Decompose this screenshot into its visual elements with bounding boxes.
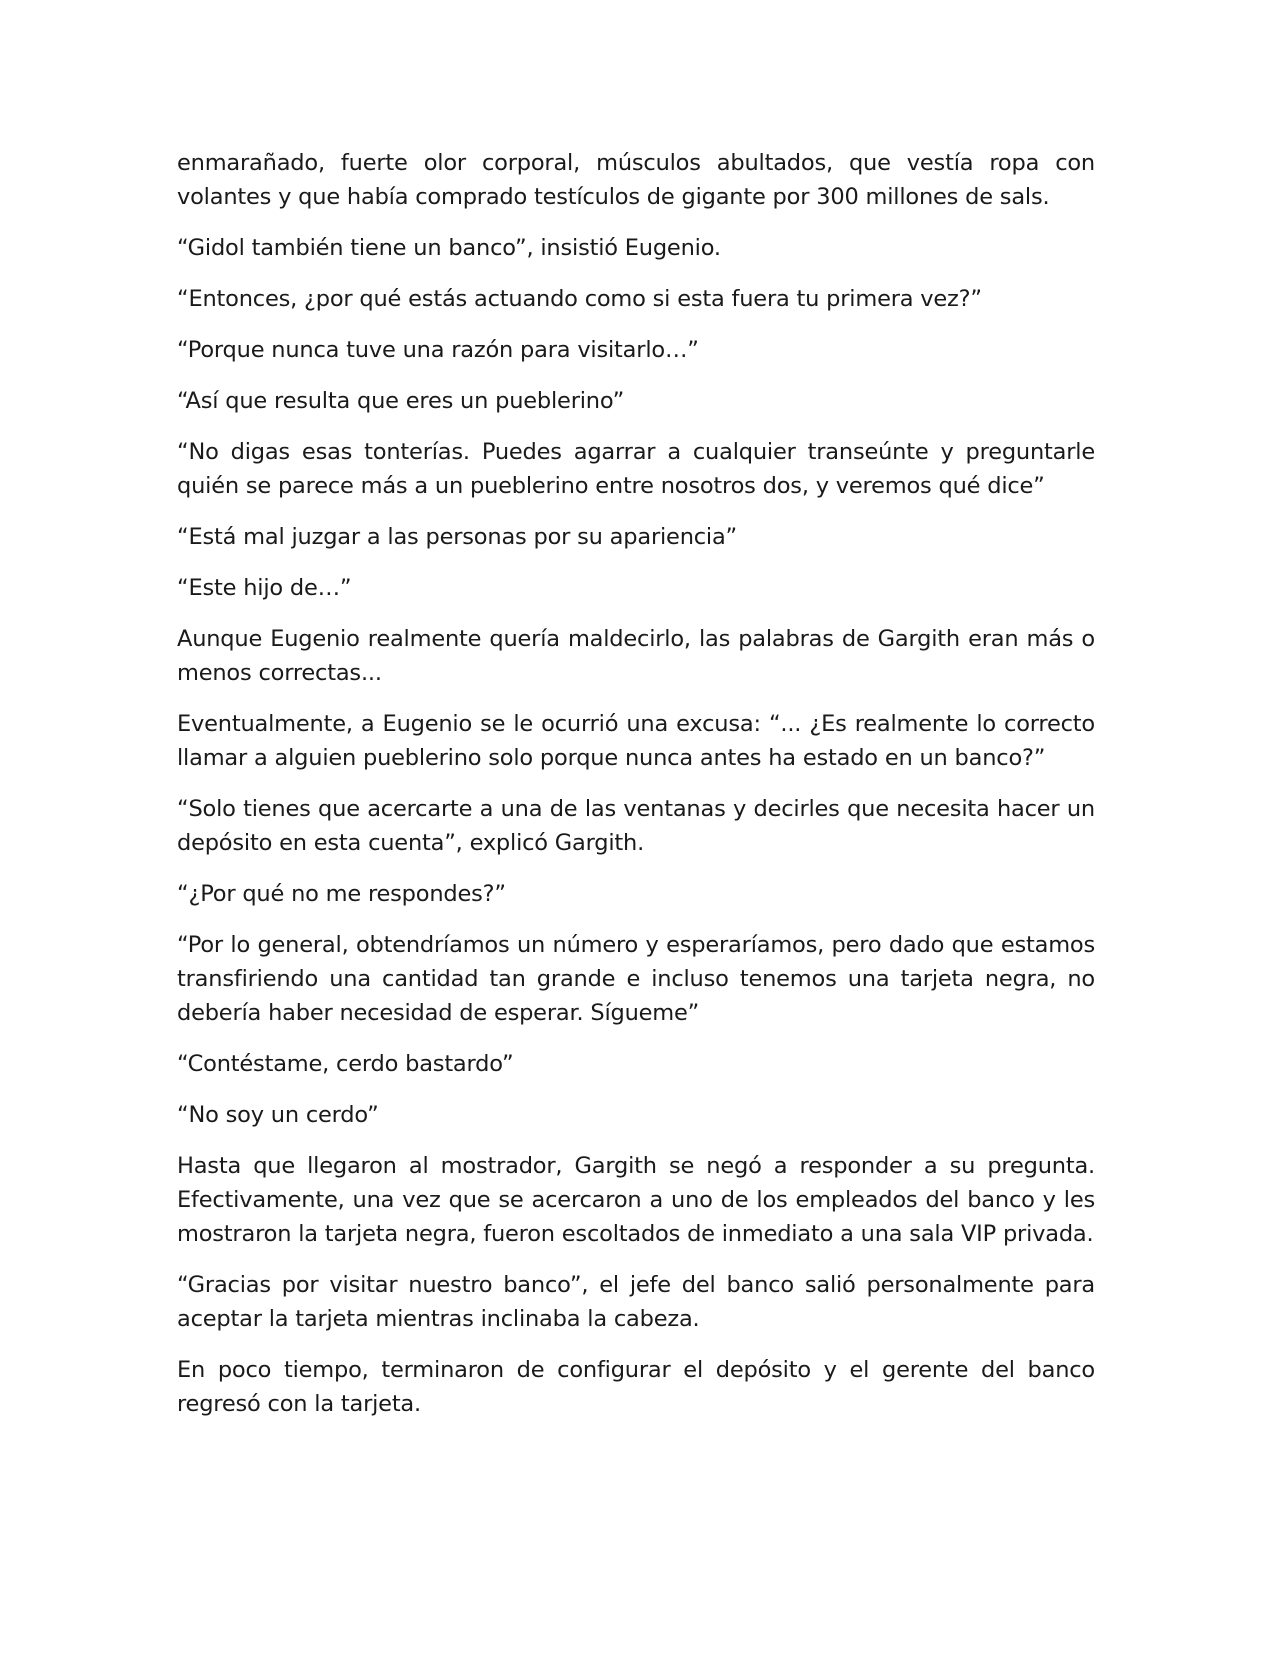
paragraph: “Este hijo de…” [177,575,352,601]
paragraph: En poco tiempo, terminaron de configurar el depósito y el gerente del banco regresó con la tarjeta. [177,1357,1095,1417]
paragraph: “Está mal juzgar a las personas por su apariencia” [177,524,738,550]
paragraph: Aunque Eugenio realmente quería maldecirlo, las palabras de Gargith eran más o menos correctas... [177,626,1095,686]
paragraph: Eventualmente, a Eugenio se le ocurrió una excusa: “... ¿Es realmente lo correcto llamar a alguien pueblerino solo porque nunca antes ha estado en un banco?” [177,711,1095,771]
paragraph: “Contéstame, cerdo bastardo” [177,1051,514,1077]
paragraph: “No digas esas tonterías. Puedes agarrar a cualquier transeúnte y preguntarle quién se parece más a un pueblerino entre nosotros dos, y veremos qué dice” [177,439,1095,499]
paragraph: “Entonces, ¿por qué estás actuando como si esta fuera tu primera vez?” [177,286,982,312]
paragraph: “Por lo general, obtendríamos un número y esperaríamos, pero dado que estamos transfiriendo una cantidad tan grande e incluso tenemos una tarjeta negra, no debería haber necesidad de esperar. Sígueme” [177,932,1095,1026]
paragraph: “Solo tienes que acercarte a una de las ventanas y decirles que necesita hacer un depósito en esta cuenta”, explicó Gargith. [177,796,1095,856]
paragraph: “No soy un cerdo” [177,1102,379,1128]
paragraph: enmarañado, fuerte olor corporal, músculos abultados, que vestía ropa con volantes y que había comprado testículos de gigante por 300 millones de sals. [177,150,1095,210]
document-body [177,146,1095,1438]
paragraph: “Gracias por visitar nuestro banco”, el jefe del banco salió personalmente para aceptar la tarjeta mientras inclinaba la cabeza. [177,1272,1095,1332]
paragraph: “Gidol también tiene un banco”, insistió Eugenio. [177,235,721,261]
paragraph: “Porque nunca tuve una razón para visitarlo…” [177,337,699,363]
paragraph: Hasta que llegaron al mostrador, Gargith se negó a responder a su pregunta. Efectivamente, una vez que se acercaron a uno de los empleados del banco y les mostraron la tarjeta negra, fueron escoltados de inmediato a una sala VIP privada. [177,1153,1095,1247]
paragraph: “¿Por qué no me respondes?” [177,881,506,907]
paragraph: “Así que resulta que eres un pueblerino” [177,388,625,414]
